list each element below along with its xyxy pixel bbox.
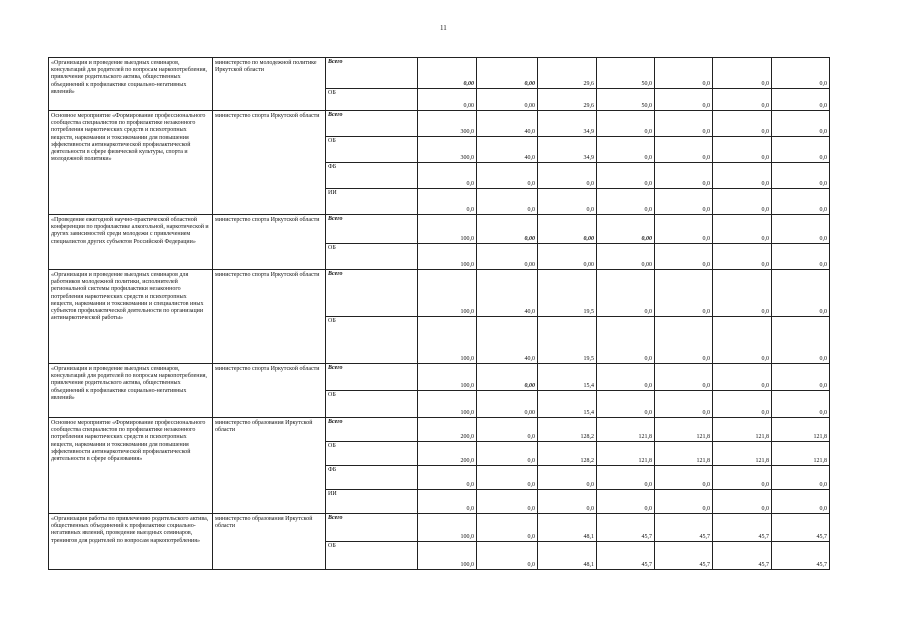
amount-cell: 200,0: [418, 442, 477, 466]
amount-cell: 0,0: [713, 89, 772, 111]
amount-cell: 45,7: [597, 514, 655, 542]
amount-cell: 100,0: [418, 514, 477, 542]
amount-cell: 0,0: [713, 137, 772, 163]
amount-cell: 0,0: [713, 189, 772, 215]
amount-cell: 121,8: [655, 418, 713, 442]
amount-cell: 0,0: [713, 215, 772, 244]
amount-cell: 48,1: [538, 542, 597, 570]
amount-cell: 0,00: [538, 215, 597, 244]
amount-cell: 0,0: [772, 466, 830, 490]
amount-cell: 19,5: [538, 270, 597, 317]
amount-cell: 0,00: [597, 215, 655, 244]
amount-cell: 0,0: [418, 189, 477, 215]
table-row: [49, 215, 830, 244]
amount-cell: 0,0: [655, 490, 713, 514]
amount-cell: 0,0: [477, 163, 538, 189]
amount-cell: 128,2: [538, 442, 597, 466]
amount-cell: 0,0: [477, 466, 538, 490]
amount-cell: 34,9: [538, 137, 597, 163]
funding-source: Всего: [326, 418, 418, 442]
funding-source: ФБ: [326, 466, 418, 490]
activity-description: «Организация и проведение выездных семинаров, консультаций для родителей по вопросам наркопотребления, привлечение родительского актива, общественных объединений к профилактике социально-негативных явлений»: [49, 58, 213, 111]
funding-source: Всего: [326, 58, 418, 89]
amount-cell: 0,00: [418, 89, 477, 111]
responsible-executor: министерство спорта Иркутской области: [213, 270, 326, 364]
amount-cell: 0,0: [713, 111, 772, 137]
amount-cell: 50,0: [597, 58, 655, 89]
budget-table: [48, 57, 830, 570]
amount-cell: 0,0: [597, 111, 655, 137]
amount-cell: 45,7: [655, 514, 713, 542]
amount-cell: 0,0: [538, 189, 597, 215]
amount-cell: 0,0: [418, 466, 477, 490]
amount-cell: 0,0: [713, 244, 772, 270]
activity-description: «Проведение ежегодной научно-практической областной конференции по профилактике алкогольной, наркотической и других зависимостей среди молодежи с привлечением специалистов других субъектов Российской Федерации»: [49, 215, 213, 270]
amount-cell: 0,0: [655, 391, 713, 418]
amount-cell: 40,0: [477, 270, 538, 317]
amount-cell: 0,0: [772, 189, 830, 215]
amount-cell: 200,0: [418, 418, 477, 442]
amount-cell: 100,0: [418, 364, 477, 391]
amount-cell: 45,7: [597, 542, 655, 570]
funding-source: ИИ: [326, 189, 418, 215]
amount-cell: 19,5: [538, 317, 597, 364]
amount-cell: 300,0: [418, 137, 477, 163]
amount-cell: 0,0: [477, 542, 538, 570]
amount-cell: 0,0: [655, 244, 713, 270]
amount-cell: 121,8: [597, 442, 655, 466]
amount-cell: 0,0: [655, 189, 713, 215]
table-row: [49, 270, 830, 317]
amount-cell: 45,7: [772, 542, 830, 570]
activity-description: Основное мероприятие «Формирование профессионального сообщества специалистов по профилактике незаконного потребления наркотических средств и психотропных веществ, наркомании и токсикомании для повышения эффективности антинаркотической профилактической деятельности в сфере физической культуры, спорта и молодежной политики»: [49, 111, 213, 215]
amount-cell: 0,0: [772, 111, 830, 137]
amount-cell: 0,0: [655, 111, 713, 137]
amount-cell: 45,7: [713, 542, 772, 570]
amount-cell: 0,00: [538, 244, 597, 270]
amount-cell: 100,0: [418, 270, 477, 317]
funding-source: ИИ: [326, 490, 418, 514]
amount-cell: 0,0: [772, 244, 830, 270]
amount-cell: 0,0: [772, 364, 830, 391]
amount-cell: 29,6: [538, 58, 597, 89]
amount-cell: 0,0: [655, 163, 713, 189]
funding-source: Всего: [326, 364, 418, 391]
amount-cell: 40,0: [477, 317, 538, 364]
amount-cell: 0,0: [713, 391, 772, 418]
funding-source: ОБ: [326, 89, 418, 111]
amount-cell: 121,8: [713, 418, 772, 442]
amount-cell: 0,0: [713, 58, 772, 89]
amount-cell: 40,0: [477, 137, 538, 163]
amount-cell: 0,0: [713, 490, 772, 514]
amount-cell: 0,0: [538, 466, 597, 490]
funding-source: ОБ: [326, 391, 418, 418]
funding-source: Всего: [326, 514, 418, 542]
amount-cell: 100,0: [418, 317, 477, 364]
table-row: [49, 111, 830, 137]
amount-cell: 0,00: [477, 58, 538, 89]
amount-cell: 121,8: [655, 442, 713, 466]
amount-cell: 0,0: [597, 189, 655, 215]
amount-cell: 0,0: [597, 466, 655, 490]
amount-cell: 100,0: [418, 542, 477, 570]
amount-cell: 0,0: [418, 490, 477, 514]
amount-cell: 45,7: [713, 514, 772, 542]
amount-cell: 0,0: [655, 270, 713, 317]
amount-cell: 0,0: [655, 364, 713, 391]
amount-cell: 0,0: [772, 89, 830, 111]
amount-cell: 0,0: [597, 364, 655, 391]
table-row: [49, 418, 830, 442]
activity-description: Основное мероприятие «Формирование профессионального сообщества специалистов по профилактике незаконного потребления наркотических средств и психотропных веществ, наркомании и токсикомании для повышения эффективности антинаркотической профилактической деятельности в сфере образования»: [49, 418, 213, 514]
amount-cell: 0,00: [477, 364, 538, 391]
amount-cell: 0,0: [597, 391, 655, 418]
amount-cell: 0,0: [772, 317, 830, 364]
amount-cell: 121,8: [713, 442, 772, 466]
amount-cell: 45,7: [655, 542, 713, 570]
amount-cell: 100,0: [418, 215, 477, 244]
amount-cell: 40,0: [477, 111, 538, 137]
amount-cell: 300,0: [418, 111, 477, 137]
amount-cell: 0,00: [418, 58, 477, 89]
amount-cell: 0,0: [597, 163, 655, 189]
responsible-executor: министерство по молодежной политике Иркутской области: [213, 58, 326, 111]
responsible-executor: министерство спорта Иркутской области: [213, 215, 326, 270]
amount-cell: 121,8: [772, 442, 830, 466]
amount-cell: 50,0: [597, 89, 655, 111]
amount-cell: 0,0: [418, 163, 477, 189]
amount-cell: 0,0: [477, 442, 538, 466]
amount-cell: 100,0: [418, 244, 477, 270]
amount-cell: 45,7: [772, 514, 830, 542]
responsible-executor: министерство образования Иркутской области: [213, 514, 326, 570]
amount-cell: 0,0: [772, 163, 830, 189]
amount-cell: 0,0: [538, 490, 597, 514]
funding-source: ОБ: [326, 137, 418, 163]
amount-cell: 0,0: [772, 270, 830, 317]
funding-source: Всего: [326, 111, 418, 137]
amount-cell: 121,8: [772, 418, 830, 442]
amount-cell: 0,0: [772, 490, 830, 514]
amount-cell: 0,00: [477, 391, 538, 418]
activity-description: «Организация работы по привлечению родительского актива, общественных объединений к профилактике социально-негативных явлений, проведение выездных семинаров, тренингов для родителей по вопросам наркопотребления»: [49, 514, 213, 570]
amount-cell: 15,4: [538, 364, 597, 391]
amount-cell: 0,0: [538, 163, 597, 189]
funding-source: Всего: [326, 215, 418, 244]
table-row: [49, 58, 830, 89]
activity-description: «Организация и проведение выездных семинаров для работников молодежной политики, исполнителей региональной системы профилактики незаконного потребления наркотических средств и психотропных веществ, наркомании и токсикомании и специалистов иных субъектов профилактической деятельности по организации антинаркотической работы»: [49, 270, 213, 364]
amount-cell: 0,0: [655, 89, 713, 111]
amount-cell: 0,0: [772, 215, 830, 244]
amount-cell: 0,0: [713, 270, 772, 317]
amount-cell: 0,0: [713, 317, 772, 364]
amount-cell: 0,00: [477, 215, 538, 244]
responsible-executor: министерство спорта Иркутской области: [213, 364, 326, 418]
amount-cell: 0,0: [713, 364, 772, 391]
table-row: [49, 514, 830, 542]
amount-cell: 0,0: [655, 137, 713, 163]
amount-cell: 0,00: [477, 244, 538, 270]
funding-source: ФБ: [326, 163, 418, 189]
amount-cell: 128,2: [538, 418, 597, 442]
amount-cell: 0,00: [477, 89, 538, 111]
funding-source: Всего: [326, 270, 418, 317]
amount-cell: 0,0: [655, 58, 713, 89]
amount-cell: 121,8: [597, 418, 655, 442]
funding-source: ОБ: [326, 542, 418, 570]
page-number: 11: [440, 24, 447, 32]
amount-cell: 0,0: [655, 215, 713, 244]
amount-cell: 0,0: [713, 466, 772, 490]
responsible-executor: министерство образования Иркутской области: [213, 418, 326, 514]
amount-cell: 0,0: [655, 317, 713, 364]
funding-source: ОБ: [326, 244, 418, 270]
activity-description: «Организация и проведение выездных семинаров, консультаций для родителей по вопросам наркопотребления, привлечение родительского актива, общественных объединений к профилактике социально-негативных явлений»: [49, 364, 213, 418]
amount-cell: 0,0: [713, 163, 772, 189]
amount-cell: 0,0: [477, 418, 538, 442]
amount-cell: 0,0: [655, 466, 713, 490]
amount-cell: 0,00: [597, 244, 655, 270]
amount-cell: 0,0: [477, 189, 538, 215]
amount-cell: 0,0: [477, 490, 538, 514]
amount-cell: 0,0: [597, 490, 655, 514]
amount-cell: 100,0: [418, 391, 477, 418]
amount-cell: 0,0: [477, 514, 538, 542]
funding-source: ОБ: [326, 442, 418, 466]
amount-cell: 0,0: [772, 137, 830, 163]
amount-cell: 0,0: [597, 270, 655, 317]
amount-cell: 48,1: [538, 514, 597, 542]
amount-cell: 0,0: [772, 391, 830, 418]
amount-cell: 15,4: [538, 391, 597, 418]
amount-cell: 34,9: [538, 111, 597, 137]
amount-cell: 0,0: [597, 317, 655, 364]
table-row: [49, 364, 830, 391]
amount-cell: 29,6: [538, 89, 597, 111]
responsible-executor: министерство спорта Иркутской области: [213, 111, 326, 215]
funding-source: ОБ: [326, 317, 418, 364]
amount-cell: 0,0: [597, 137, 655, 163]
amount-cell: 0,0: [772, 58, 830, 89]
